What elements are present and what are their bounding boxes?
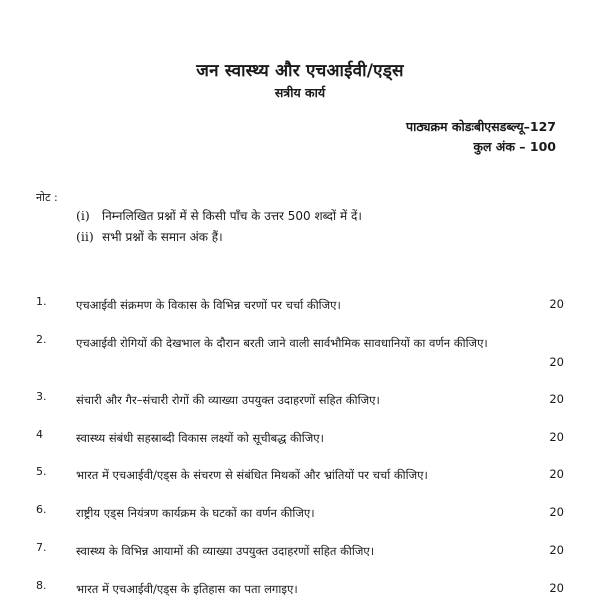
instruction-text: निम्नलिखित प्रश्नों में से किसी पाँच के उत्तर 500 शब्दों में दें। xyxy=(102,209,362,223)
instruction-item xyxy=(76,228,223,245)
question-number: 8. xyxy=(36,579,47,592)
question-text: भारत में एचआईवी/एड्स के संचरण से संबंधित मिथकों और भ्रांतियों पर चर्चा कीजिए। xyxy=(76,468,428,482)
question-text: स्वास्थ्य के विभिन्न आयामों की व्याख्या उपयुक्त उदाहरणों सहित कीजिए। xyxy=(76,544,375,558)
instruction-number: (i) xyxy=(76,208,90,223)
question-number: 6. xyxy=(36,503,47,516)
question-marks: 20 xyxy=(549,430,564,444)
question-marks: 20 xyxy=(549,543,564,557)
instruction-number: (ii) xyxy=(76,229,94,244)
question-number: 1. xyxy=(36,295,47,308)
instruction-item xyxy=(76,207,362,224)
question-marks: 20 xyxy=(549,505,564,519)
question-text: एचआईवी संक्रमण के विकास के विभिन्न चरणों पर चर्चा कीजिए। xyxy=(76,298,341,312)
instruction-text: सभी प्रश्नों के समान अंक हैं। xyxy=(102,230,223,244)
document-subtitle: सत्रीय कार्य xyxy=(274,85,326,100)
question-text: राष्ट्रीय एड्स नियंत्रण कार्यक्रम के घटकों का वर्णन कीजिए। xyxy=(76,506,315,520)
question-text: एचआईवी रोगियों की देखभाल के दौरान बरती जाने वाली सार्वभौमिक सावधानियों का वर्णन कीजिए। xyxy=(76,336,488,350)
question-marks: 20 xyxy=(549,297,564,311)
total-marks: कुल अंक – 100 xyxy=(473,139,556,154)
question-number: 4 xyxy=(36,428,43,441)
question-number: 3. xyxy=(36,390,47,403)
question-text: स्वास्थ्य संबंधी सहस्राब्दी विकास लक्ष्यों को सूचीबद्ध कीजिए। xyxy=(76,431,325,445)
question-marks: 20 xyxy=(549,355,564,369)
question-number: 5. xyxy=(36,465,47,478)
question-marks: 20 xyxy=(549,581,564,595)
question-text: संचारी और गैर–संचारी रोगों की व्याख्या उपयुक्त उदाहरणों सहित कीजिए। xyxy=(76,393,380,407)
question-number: 7. xyxy=(36,541,47,554)
document-title: जन स्वास्थ्य और एचआईवी/एड्स xyxy=(196,61,404,81)
note-label: नोट : xyxy=(36,191,58,204)
question-marks: 20 xyxy=(549,467,564,481)
course-code: पाठ्यक्रम कोडःबीएसडब्ल्यू–127 xyxy=(406,119,556,134)
question-number: 2. xyxy=(36,333,47,346)
question-text: भारत में एचआईवी/एड्स के इतिहास का पता लगाइए। xyxy=(76,582,298,596)
question-marks: 20 xyxy=(549,392,564,406)
